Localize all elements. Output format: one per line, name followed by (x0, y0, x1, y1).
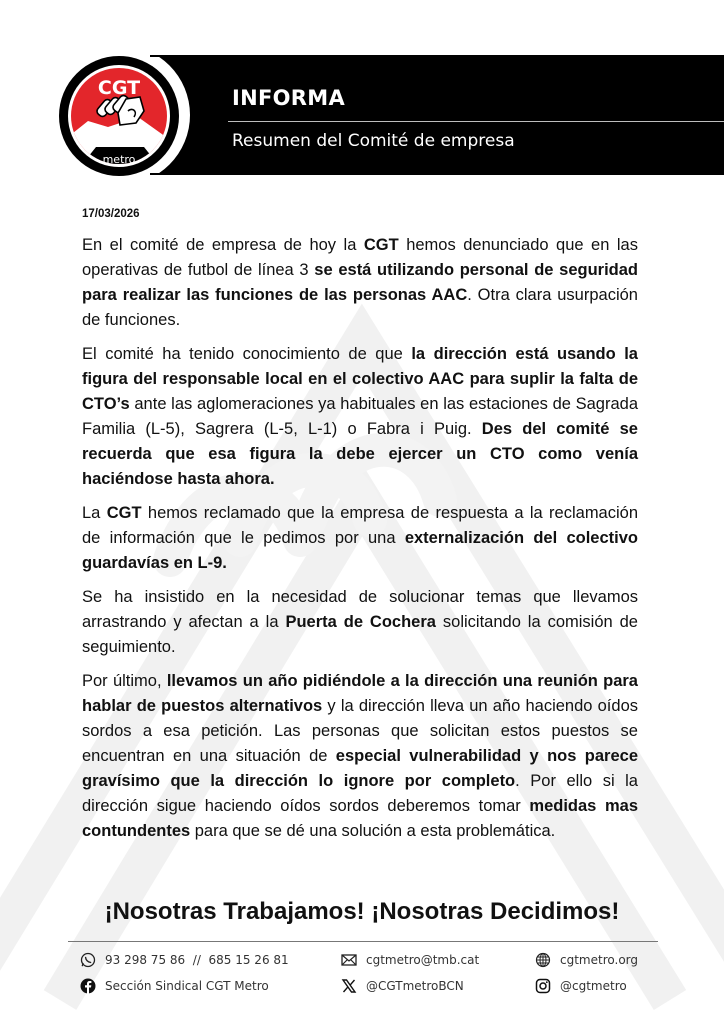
bold-run: llevamos un año pidiéndole a la dirección una reunión para hablar de puestos alternativos (82, 672, 638, 715)
text-run: Por último, (82, 672, 167, 690)
bold-run: Puerta de Cochera (285, 613, 436, 631)
header-title: INFORMA (232, 86, 346, 110)
paragraphs (82, 233, 638, 844)
header-subtitle: Resumen del Comité de empresa (232, 131, 515, 151)
contact-facebook-text[interactable]: Sección Sindical CGT Metro (105, 979, 269, 993)
document-body (82, 208, 638, 853)
text-run: y la dirección lleva un año haciendo oídos sordos a esa petición. Las personas que solicitan estos puestos se encuentran en una situación de (82, 697, 638, 765)
text-run: solicitando la comisión de seguimiento. (82, 613, 638, 656)
bold-run: externalización del colectivo guardavías en L-9. (82, 529, 638, 572)
paragraph (82, 585, 638, 660)
bold-run: especial vulnerabilidad y nos parece gravísimo que la dirección lo ignore por completo (82, 747, 638, 790)
logo-metro-text: metro (102, 153, 136, 166)
text-run: El comité ha tenido conocimiento de que (82, 345, 412, 363)
cgt-metro-logo (58, 55, 180, 177)
whatsapp-icon (80, 952, 96, 968)
globe-icon (535, 952, 551, 968)
contact-facebook (80, 978, 269, 994)
footer-divider (68, 941, 658, 942)
contact-email-text[interactable]: cgtmetro@tmb.cat (366, 953, 480, 967)
text-run: . Otra clara usurpación de funciones. (82, 286, 638, 329)
bold-run: se está utilizando personal de seguridad para realizar las funciones de las personas AAC (82, 261, 638, 304)
text-run: ante las aglomeraciones ya habituales en las estaciones de Sagrada Familia (L-5), Sagrera (L-5, L-1) o Fabra i Puig. (82, 395, 638, 438)
contact-website (535, 952, 638, 968)
logo-cgt-text: CGT (97, 77, 141, 99)
bold-run: CGT (363, 236, 399, 254)
text-run: hemos denunciado que en las operativas de futbol de línea 3 (82, 236, 638, 279)
header-divider (228, 121, 724, 122)
text-run: La (82, 504, 107, 522)
mail-icon (341, 952, 357, 968)
bold-run: Des del comité se recuerda que esa figura la debe ejercer un CTO como venía haciéndose hasta ahora. (82, 420, 638, 488)
bold-run: medidas mas contundentes (82, 797, 638, 840)
x-icon (341, 978, 357, 994)
text-run: Se ha insistido en la necesidad de solucionar temas que llevamos arrastrando y afectan a la (82, 588, 638, 631)
header-band (150, 55, 724, 175)
text-run: hemos reclamado que la empresa de respuesta a la reclamación de información que le pedimos por una (82, 504, 639, 547)
contact-website-text[interactable]: cgtmetro.org (560, 953, 638, 967)
text-run: . Por ello si la dirección sigue haciendo oídos sordos deberemos tomar (82, 772, 638, 815)
instagram-icon (535, 978, 551, 994)
contact-email (341, 952, 479, 968)
document-date: 17/03/2026 (82, 208, 140, 220)
bold-run: CGT (106, 504, 142, 522)
contact-whatsapp (80, 952, 289, 968)
facebook-icon (80, 978, 96, 994)
contact-phone-text[interactable]: 93 298 75 86 // 685 15 26 81 (105, 953, 289, 967)
paragraph (82, 233, 638, 333)
paragraph (82, 669, 638, 844)
contact-x (341, 978, 464, 994)
bold-run: la dirección está usando la figura del responsable local en el colectivo AAC para suplir la falta de CTO’s (82, 345, 638, 413)
contact-x-text[interactable]: @CGTmetroBCN (366, 979, 464, 993)
contact-instagram (535, 978, 627, 994)
text-run: para que se dé una solución a esta problemática. (190, 822, 556, 840)
slogan: ¡Nosotras Trabajamos! ¡Nosotras Decidimos! (104, 898, 620, 925)
contact-instagram-text[interactable]: @cgtmetro (560, 979, 627, 993)
text-run: En el comité de empresa de hoy la (82, 236, 364, 254)
paragraph (82, 501, 638, 576)
paragraph (82, 342, 638, 492)
